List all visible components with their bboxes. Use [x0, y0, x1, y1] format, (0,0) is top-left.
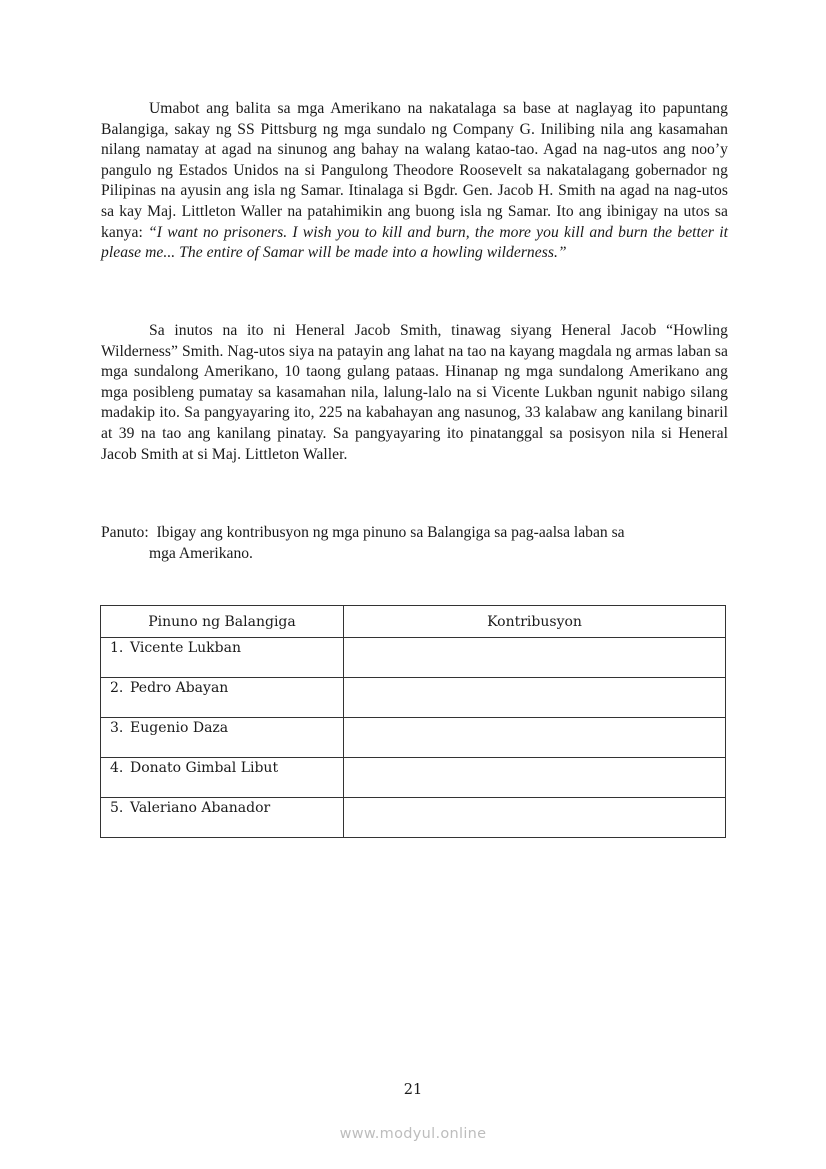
- leader-name: Valeriano Abanador: [130, 800, 271, 816]
- header-pinuno: Pinuno ng Balangiga: [101, 606, 344, 638]
- instruction-line-2: mga Amerikano.: [149, 544, 253, 562]
- leader-cell: [101, 718, 344, 758]
- row-number: 4.: [110, 760, 124, 776]
- page-number: 21: [403, 1082, 423, 1098]
- table-header-row: [101, 606, 726, 638]
- leader-name: Donato Gimbal Libut: [130, 760, 279, 776]
- paragraph-1-text: Umabot ang balita sa mga Amerikano na nakatalaga sa base at naglayag ito papuntang Balangiga, sakay ng SS Pittsburg ng mga sundalo ng Company G. Inilibing nila ang kasamahan nilang namatay at agad na sinunog ang bahay na walang katao-tao. Agad na nag-utos ang noo’y pangulo ng Estados Unidos na si Pangulong Theodore Roosevelt sa nakatalagang gobernador ng Pilipinas na ayusin ang isla ng Samar. Itinalaga si Bgdr. Gen. Jacob H. Smith na agad na nag-utos sa kay Maj. Littleton Waller na patahimikin ang buong isla ng Samar. Ito ang ibinigay na utos sa kanya:: [101, 100, 728, 241]
- header-kontribusyon: Kontribusyon: [344, 606, 726, 638]
- contribution-cell[interactable]: [344, 638, 726, 678]
- row-number: 5.: [110, 800, 124, 816]
- contribution-cell[interactable]: [344, 798, 726, 838]
- table-row: [101, 718, 726, 758]
- contribution-cell[interactable]: [344, 678, 726, 718]
- row-number: 1.: [110, 640, 124, 656]
- leader-cell: [101, 798, 344, 838]
- table-row: [101, 798, 726, 838]
- watermark: www.modyul.online: [339, 1126, 487, 1142]
- quote-text: “I want no prisoners. I wish you to kill and burn, the more you kill and burn the better it please me... The entire of Samar will be made into a howling wilderness.”: [101, 223, 728, 262]
- row-number: 3.: [110, 720, 124, 736]
- table-row: [101, 678, 726, 718]
- contribution-cell[interactable]: [344, 758, 726, 798]
- row-number: 2.: [110, 680, 124, 696]
- answer-table: [100, 605, 726, 838]
- instruction-label: Panuto:: [101, 524, 149, 541]
- leader-name: Vicente Lukban: [130, 640, 241, 656]
- instruction: [101, 523, 728, 564]
- contribution-cell[interactable]: [344, 718, 726, 758]
- leader-cell: [101, 638, 344, 678]
- paragraph-1: [101, 99, 728, 264]
- table-row: [101, 758, 726, 798]
- leader-name: Eugenio Daza: [130, 720, 229, 736]
- table-row: [101, 638, 726, 678]
- instruction-line-1: Ibigay ang kontribusyon ng mga pinuno sa Balangiga sa pag-aalsa laban sa: [156, 524, 625, 541]
- leader-cell: [101, 758, 344, 798]
- paragraph-2: [101, 321, 728, 465]
- leader-name: Pedro Abayan: [130, 680, 229, 696]
- paragraph-2-text: Sa inutos na ito ni Heneral Jacob Smith, tinawag siyang Heneral Jacob “Howling Wilderness” Smith. Nag-utos siya na patayin ang lahat na tao na kayang magdala ng armas laban sa mga sundalong Amerikano, 10 taong gulang pataas. Hinanap ng mga sundalong Amerikano ang mga posibleng pumatay sa kasamahan nila, lalung-lalo na si Vicente Lukban ngunit nabigo silang madakip ito. Sa pangyayaring ito, 225 na kabahayan ang nasunog, 33 kalabaw ang kanilang binaril at 39 na tao ang kanilang pinatay. Sa pangyayaring ito pinatanggal sa posisyon nila si Heneral Jacob Smith at si Maj. Littleton Waller.: [101, 322, 728, 463]
- leader-cell: [101, 678, 344, 718]
